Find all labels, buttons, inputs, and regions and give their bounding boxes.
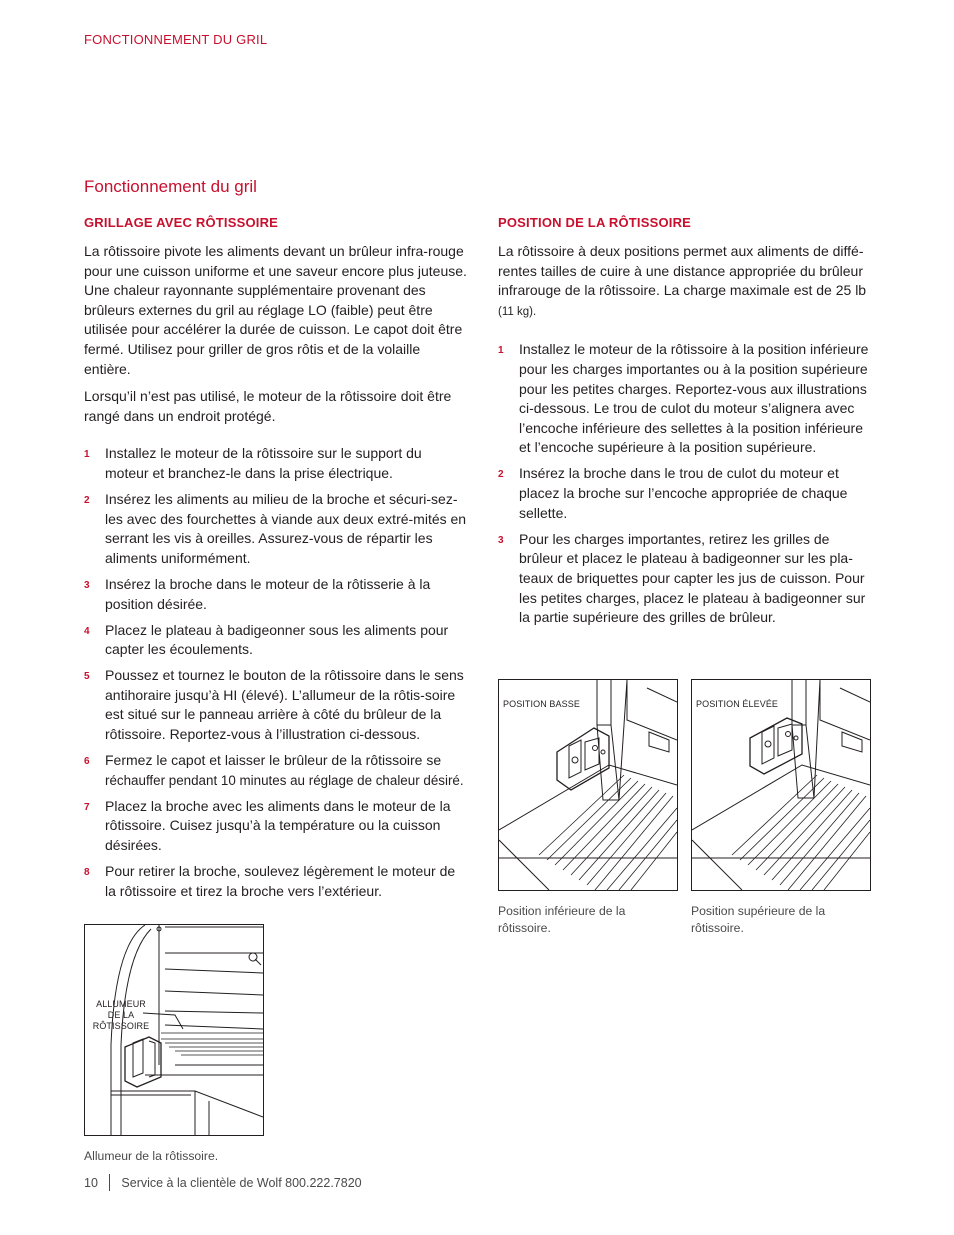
step-text: Installez le moteur de la rôtissoire à la position inférieure pour les charges importantes ou à la position supérieure pour les petites charges. Reportez-vous aux illustrations ci-dessous. Le trou de culot du moteur s’alignera avec l’encoche inférieure des sellettes à la position inférieure et l’encoche supérieure à la position supérieure.: [519, 341, 869, 456]
figure-igniter: [84, 924, 264, 1136]
list-item: [498, 530, 872, 628]
step-text: Insérez la broche dans le trou de culot du moteur et placez la broche sur l’encoche appropriée de chaque sellette.: [519, 465, 848, 521]
storage-paragraph: Lorsqu’il n’est pas utilisé, le moteur de la rôtissoire doit être rangé dans un endroit protégé.: [84, 388, 452, 424]
step-text: Installez le moteur de la rôtissoire sur le support du moteur et branchez-le dans la prise électrique.: [105, 445, 422, 481]
list-item: [84, 621, 468, 660]
footer-service-text: Service à la clientèle de Wolf 800.222.7820: [121, 1175, 362, 1190]
caption-low-position: Position inférieure de la rôtissoire.: [498, 904, 626, 935]
rotisserie-low-illustration: [499, 680, 677, 890]
figure-label-igniter: [91, 999, 151, 1032]
position-steps: [498, 340, 872, 627]
page-footer: [84, 1174, 362, 1191]
section-title-grilling: GRILLAGE AVEC RÔTISSOIRE: [84, 215, 279, 230]
step-text: Pour retirer la broche, soulevez légèrement le moteur de la rôtissoire et tirez la broche vers l’extérieur.: [105, 863, 456, 899]
position-paragraph: [498, 242, 872, 322]
list-item: [84, 797, 468, 856]
caption-igniter: Allumeur de la rôtissoire.: [84, 1149, 219, 1163]
caption-high-position: Position supérieure de la rôtissoire.: [691, 904, 826, 935]
left-column: [84, 215, 468, 908]
right-column: [498, 215, 872, 634]
intro-paragraph: La rôtissoire pivote les aliments devant un brûleur infra-rouge pour une cuisson uniforme et une saveur encore plus juteuse. Une chaleur rayonnante supplémentaire provenant des brûleurs externes du gril au réglage LO (faible) peut être utilisée pour accélérer la durée de cuisson. Le capot doit être fermé. Utilisez pour griller de gros rôtis et de la volaille entière.: [84, 243, 467, 377]
running-header: FONCTIONNEMENT DU GRIL: [84, 32, 268, 47]
list-item: [84, 751, 468, 790]
step-number: 2: [498, 469, 504, 481]
list-item: [498, 464, 872, 523]
position-paragraph-text: La rôtissoire à deux positions permet aux aliments de diffé-rentes tailles de cuire à une distance appropriée du brûleur infrarouge de la rôtissoire. La charge maximale est de 25 lb: [498, 243, 867, 299]
figure-high-position: [691, 679, 871, 891]
step-text: Pour les charges importantes, retirez les grilles de brûleur et placez le plateau à badigeonner sur les pla-teaux de briquettes pour capter les jus de cuisson. Pour les petites charges, placez le plateau à badigeonner sur la partie supérieure des grilles de brûleur.: [519, 530, 866, 626]
step-number: 1: [84, 449, 90, 461]
list-item: [498, 340, 872, 458]
igniter-label-line-3: RÔTISSOIRE: [92, 1021, 150, 1031]
list-item: [84, 575, 468, 614]
step-number: 2: [84, 495, 90, 507]
step-number: 6: [84, 756, 90, 768]
list-item: [84, 490, 468, 568]
figure-label-high: POSITION ÉLEVÉE: [696, 699, 779, 709]
step-number: 3: [498, 534, 504, 546]
step-text: Fermez le capot et laisser le brûleur de la rôtissoire se: [105, 752, 442, 769]
page-title: Fonctionnement du gril: [84, 177, 257, 196]
rotisserie-high-illustration: [692, 680, 870, 890]
list-item: [84, 862, 468, 901]
step-number: 5: [84, 671, 90, 683]
igniter-label-line-1: ALLUMEUR: [96, 999, 146, 1009]
step-number: 1: [498, 345, 504, 357]
position-paragraph-metric: (11 kg).: [498, 305, 537, 318]
step-number: 8: [84, 867, 90, 879]
step-text: Insérez la broche dans le moteur de la rôtisserie à la position désirée.: [105, 575, 431, 612]
page-number: 10: [84, 1175, 98, 1190]
section-title-position: POSITION DE LA RÔTISSOIRE: [498, 215, 692, 230]
list-item: [84, 666, 468, 744]
list-item: [84, 444, 468, 483]
step-text-continued: réchauffer pendant 10 minutes au réglage de chaleur désiré.: [105, 772, 464, 788]
figure-low-position: [498, 679, 678, 891]
grilling-steps: [84, 444, 468, 901]
footer-divider: [109, 1174, 111, 1191]
step-number: 3: [84, 579, 90, 591]
step-number: 4: [84, 625, 90, 637]
step-text: Poussez et tournez le bouton de la rôtissoire dans le sens antihoraire jusqu’à HI (élevé). L’allumeur de la rôtis-soire est situé sur le panneau arrière à côté du brûleur de la rôtissoire. Reportez-vous à l’illustration ci-dessous.: [105, 667, 464, 743]
step-number: 7: [84, 801, 90, 813]
igniter-label-line-2: DE LA: [107, 1010, 135, 1020]
step-text: Placez le plateau à badigeonner sous les aliments pour capter les écoulements.: [105, 621, 449, 658]
step-text: Insérez les aliments au milieu de la broche et sécuri-sez-les avec des fourchettes à viande aux deux extré-mités en serrant les vis à oreilles. Assurez-vous de répartir les aliments uniformément.: [105, 491, 467, 566]
figure-label-low: POSITION BASSE: [503, 699, 580, 709]
step-text: Placez la broche avec les aliments dans le moteur de la rôtissoire. Cuisez jusqu’à la température ou la cuisson désirées.: [105, 797, 451, 854]
